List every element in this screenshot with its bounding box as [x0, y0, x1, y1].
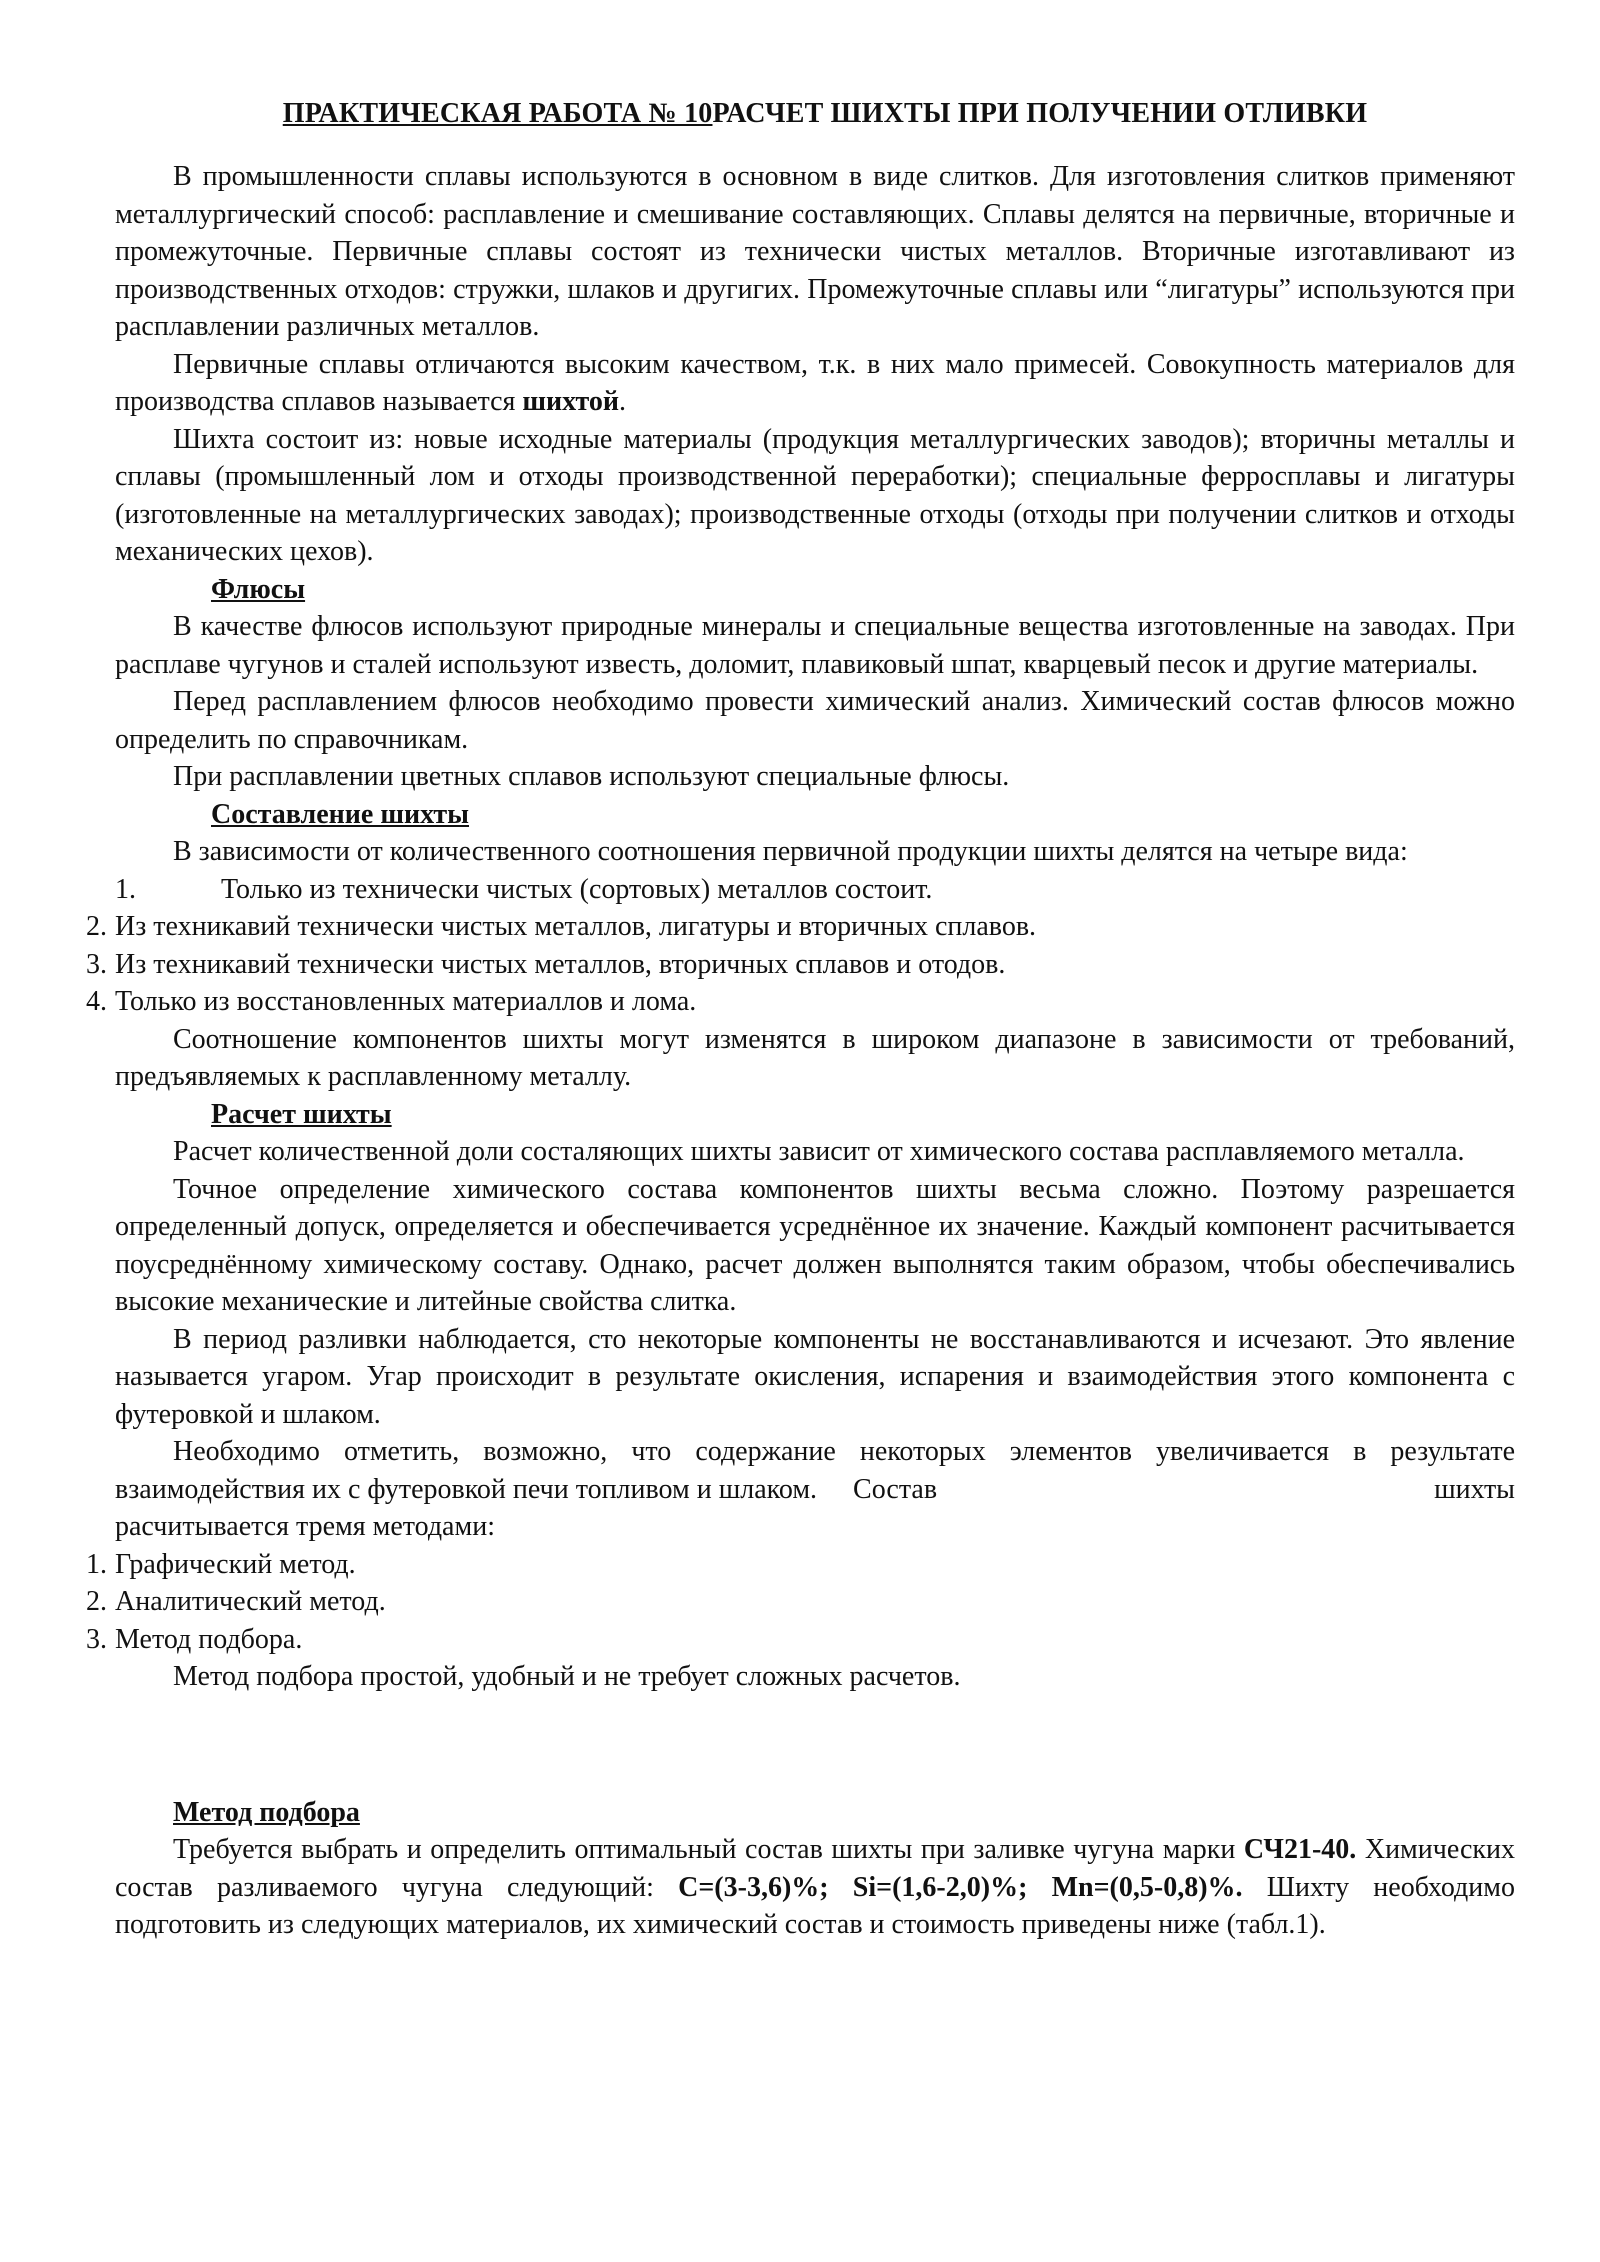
iron-grade: СЧ21-40.: [1243, 1834, 1357, 1865]
section-heading-composition: Составление шихты: [211, 798, 470, 830]
list-number: 3.: [86, 1623, 107, 1655]
list-number: 2.: [86, 1586, 107, 1617]
list-number: 2.: [86, 911, 107, 942]
intro-paragraph-3: Шихта состоит из: новые исходные материалы (продукция металлургических заводов); вторичны металлы и сплавы (промышленный лом и отходы производственной переработки); специальные ферросплавы и лигатуры (изготовленные на металлургических заводах); производственные отходы (отходы при получении слитков и отходы механических цехов).: [115, 423, 1515, 567]
list-item: [86, 946, 1515, 984]
calculation-paragraph-4-end: расчитывается тремя методами:: [115, 1511, 495, 1542]
list-item: [86, 1546, 1515, 1584]
list-number: 4.: [86, 986, 107, 1017]
fluxes-paragraph-1: В качестве флюсов используют природные минералы и специальные вещества изготовленные на заводах. При расплаве чугунов и сталей используют известь, доломит, плавиковый шпат, кварцевый песок и другие материалы.: [115, 611, 1515, 680]
list-item: [86, 983, 1515, 1021]
calculation-paragraph-1: Расчет количественной доли состаляющих шихты зависит от химического состава расплавляемого металла.: [173, 1136, 1465, 1167]
list-item: [86, 1621, 1515, 1659]
list-number: 1.: [115, 873, 136, 905]
intro-p2-end: .: [618, 386, 626, 417]
composition-paragraph-2: Соотношение компонентов шихты могут изменятся в широком диапазоне в зависимости от требований, предъявляемых к расплавленному металлу.: [115, 1023, 1515, 1092]
section-heading-selection: Метод подбора: [173, 1796, 360, 1828]
intro-paragraph-2: [115, 346, 1515, 421]
calculation-paragraph-2: Точное определение химического состава компонентов шихты весьма сложно. Поэтому разрешается определенный допуск, определяется и обеспечивается усреднённое их значение. Каждый компонент расчитывается поусреднённому химическому составу. Однако, расчет должен выполнятся таким образом, чтобы обеспечивались высокие механические и литейные свойства слитка.: [115, 1173, 1515, 1317]
methods-list: [86, 1546, 1515, 1659]
list-item: [86, 908, 1515, 946]
section-heading-fluxes: Флюсы: [211, 573, 306, 605]
composition-paragraph-1: В зависимости от количественного соотношения первичной продукции шихты делятся на четыре вида:: [173, 836, 1408, 867]
list-text: Метод подбора.: [115, 1623, 303, 1655]
calculation-paragraph-5: Метод подбора простой, удобный и не требует сложных расчетов.: [173, 1661, 961, 1692]
section-heading-calculation: Расчет шихты: [211, 1098, 392, 1130]
list-text: Графический метод.: [115, 1548, 356, 1580]
charge-types-list: [86, 871, 1515, 1021]
list-text: Из техникавий технически чистых металлов, вторичных сплавов и отодов.: [115, 948, 1006, 980]
intro-paragraph-1: В промышленности сплавы используются в основном в виде слитков. Для изготовления слитков применяют металлургический способ: расплавление и смешивание составляющих. Сплавы делятся на первичные, вторичные и промежуточные. Первичные сплавы состоят из технически чистых металлов. Вторичные изготавливают из производственных отходов: стружки, шлаков и другигих. Промежуточные сплавы или “лигатуры” используются при расплавлении различных металлов.: [115, 161, 1515, 342]
blank-space: [115, 1696, 1515, 1794]
selection-text-3: Шихту необходимо подготовить из следующих материалов, их химический состав и стоимость приведены ниже (табл.1).: [115, 1871, 1515, 1940]
list-text: Из техникавий технически чистых металлов, лигатуры и вторичных сплавов.: [115, 911, 1037, 942]
list-item: [86, 1583, 1515, 1621]
term-shikhta: шихтой: [522, 386, 619, 417]
selection-text-1: Требуется выбрать и определить оптимальный состав шихты при заливке чугуна марки: [173, 1834, 1244, 1865]
list-text: Только из восстановленных материаллов и лома.: [115, 986, 697, 1017]
fluxes-paragraph-3: При расплавлении цветных сплавов используют специальные флюсы.: [173, 761, 1010, 792]
list-number: 3.: [86, 948, 107, 980]
fluxes-paragraph-2: Перед расплавлением флюсов необходимо провести химический анализ. Химический состав флюсов можно определить по справочникам.: [115, 686, 1515, 755]
chemical-composition: С=(3-3,6)%; Si=(1,6-2,0)%; Mn=(0,5-0,8)%.: [678, 1871, 1243, 1903]
list-number: 1.: [86, 1548, 107, 1580]
selection-paragraph: [115, 1831, 1515, 1944]
calc-p4-sostav: Состав: [853, 1473, 938, 1505]
selection-text-2: Химических состав разливаемого чугуна следующий:: [115, 1834, 1515, 1903]
calculation-paragraph-4: [115, 1433, 1515, 1508]
calc-p4-shikhty: шихты: [1434, 1473, 1515, 1505]
title-work-number: ПРАКТИЧЕСКАЯ РАБОТА № 10: [282, 98, 713, 129]
list-text: Только из технически чистых (сортовых) металлов состоит.: [221, 873, 933, 905]
list-item: [115, 871, 1515, 909]
calc-p4-text: Необходимо отметить, возможно, что содержание некоторых элементов увеличивается в результате взаимодействия их с футеровкой печи топливом и шлаком.: [115, 1436, 1515, 1505]
title-topic: РАСЧЕТ ШИХТЫ ПРИ ПОЛУЧЕНИИ ОТЛИВКИ: [712, 98, 1368, 129]
page-title: [115, 96, 1515, 132]
list-text: Аналитический метод.: [115, 1586, 386, 1617]
intro-p2-text: Первичные сплавы отличаются высоким качеством, т.к. в них мало примесей. Совокупность материалов для производства сплавов называется: [115, 348, 1515, 417]
calculation-paragraph-3: В период разливки наблюдается, сто некоторые компоненты не восстанавливаются и исчезают. Это явление называется угаром. Угар происходит в результате окисления, испарения и взаимодействия этого компонента с футеровкой и шлаком.: [115, 1323, 1515, 1430]
